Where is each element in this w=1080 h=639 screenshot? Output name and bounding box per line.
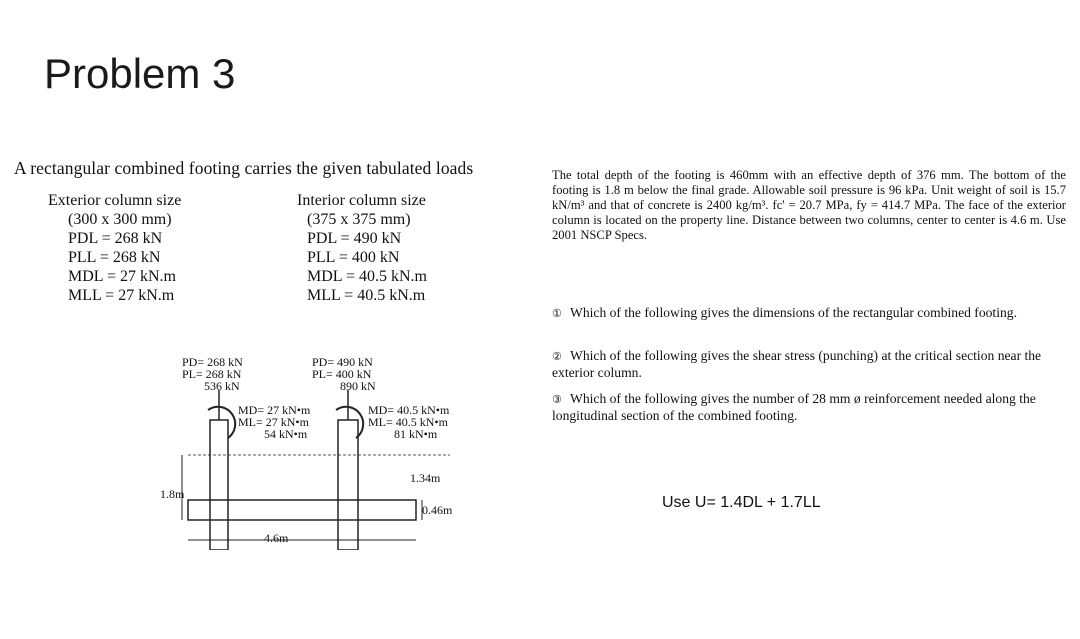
exterior-mll: MLL = 27 kN.m (68, 287, 175, 304)
question-3-number: ③ (552, 394, 562, 406)
question-1-number: ① (552, 308, 562, 320)
interior-mdl: MDL = 40.5 kN.m (307, 268, 427, 285)
exterior-mdl: MDL = 27 kN.m (68, 268, 176, 285)
ext-ml-label: ML= 27 kN•m (238, 415, 309, 429)
interior-size: (375 x 375 mm) (307, 211, 411, 228)
interior-pdl: PDL = 490 kN (307, 230, 402, 247)
interior-moment-arc (336, 407, 363, 438)
footing-slab (188, 500, 416, 520)
int-md-label: MD= 40.5 kN•m (368, 403, 450, 417)
question-2-text: Which of the following gives the shear stress (punching) at the critical section near the exterior column. (552, 348, 1042, 380)
exterior-pll: PLL = 268 kN (68, 249, 161, 266)
load-combination: Use U= 1.4DL + 1.7LL (662, 494, 821, 511)
int-pd-label: PD= 490 kN (312, 355, 373, 369)
interior-column (338, 420, 358, 550)
depth-label: 1.8m (160, 487, 185, 501)
interior-heading: Interior column size (297, 192, 426, 209)
ext-p-label: 536 kN (204, 379, 240, 393)
page-title: Problem 3 (44, 50, 236, 97)
question-2-number: ② (552, 351, 562, 363)
exterior-pdl: PDL = 268 kN (68, 230, 163, 247)
thickness-label: 0.46m (422, 503, 453, 517)
ext-pd-label: PD= 268 kN (182, 355, 243, 369)
span-label: 4.6m (264, 531, 289, 545)
question-2 (552, 348, 1068, 380)
int-pl-label: PL= 400 kN (312, 367, 372, 381)
question-3-text: Which of the following gives the number of 28 mm ø reinforcement needed along the longitudinal section of the combined footing. (552, 391, 1036, 423)
int-p-label: 890 kN (340, 379, 376, 393)
problem-description: The total depth of the footing is 460mm with an effective depth of 376 mm. The bottom of the footing is 1.8 m below the final grade. Allowable soil pressure is 96 kPa. Unit weight of soil is 15.7 kN/m³ and that of concrete is 2400 kg/m³. fc' = 20.7 MPa, fy = 414.7 MPa. The face of the exterior column is located on the property line. Distance between two columns, center to center is 4.6 m. Use 2001 NSCP Specs. (552, 168, 1066, 242)
ext-m-label: 54 kN•m (264, 427, 308, 441)
question-1 (552, 305, 1068, 322)
question-1-text: Which of the following gives the dimensions of the rectangular combined footing. (570, 305, 1017, 320)
int-ml-label: ML= 40.5 kN•m (368, 415, 448, 429)
exterior-size: (300 x 300 mm) (68, 211, 172, 228)
footing-diagram (160, 350, 460, 550)
ext-pl-label: PL= 268 kN (182, 367, 242, 381)
exterior-column (210, 420, 228, 550)
intro-text: A rectangular combined footing carries the given tabulated loads (14, 158, 474, 178)
exterior-column-block (48, 191, 181, 305)
exterior-moment-arc (208, 407, 235, 438)
ext-md-label: MD= 27 kN•m (238, 403, 311, 417)
edge-label: 1.34m (410, 471, 441, 485)
interior-mll: MLL = 40.5 kN.m (307, 287, 426, 304)
question-3 (552, 391, 1068, 423)
int-m-label: 81 kN•m (394, 427, 438, 441)
interior-column-block (297, 191, 427, 305)
exterior-heading: Exterior column size (48, 192, 182, 209)
interior-pll: PLL = 400 kN (307, 249, 400, 266)
